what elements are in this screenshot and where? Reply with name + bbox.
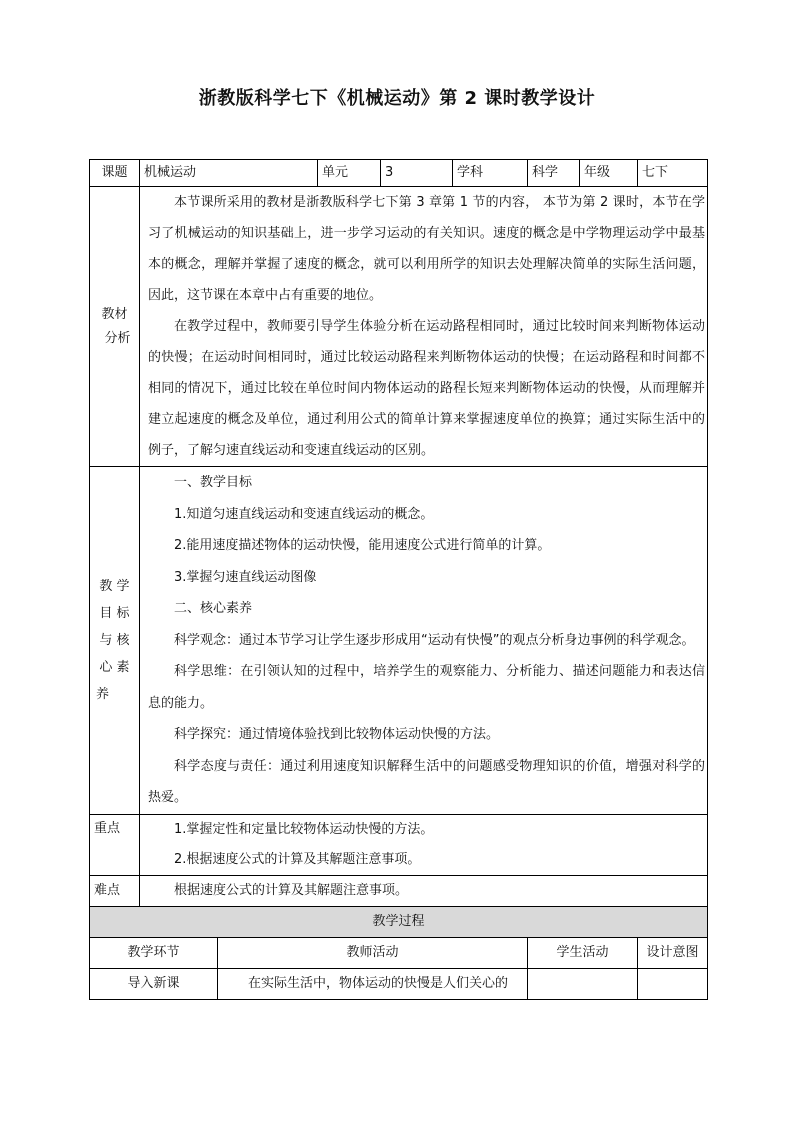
document-title: 浙教版科学七下《机械运动》第 2 课时教学设计 xyxy=(198,88,596,109)
topic-key: 课题 xyxy=(90,160,140,187)
process-header-row xyxy=(90,937,708,968)
process-col-intent: 设计意图 xyxy=(638,937,708,968)
process-title: 教学过程 xyxy=(90,906,708,937)
goals-label xyxy=(90,467,140,815)
difficulty-row xyxy=(90,875,708,906)
goals-row xyxy=(90,467,708,815)
lesson-plan-table xyxy=(89,159,708,1000)
literacy-item-2: 科学思维：在引领认知的过程中，培养学生的观察能力、分析能力、描述问题能力和表达信息的能力。 xyxy=(148,664,706,711)
process-col-student: 学生活动 xyxy=(528,937,638,968)
analysis-paragraph-1: 本节课所采用的教材是浙教版科学七下第 3 章第 1 节的内容， 本节为第 2 课时，本节在学习了机械运动的知识基础上，进一步学习运动的有关知识。速度的概念是中学物理运动学中最基本的概念，理解并掌握了速度的概念，就可以利用所学的知识去处理解决简单的实际生活问题，因此，这节课在本章中占有重要的地位。 xyxy=(148,195,706,303)
process-stage-1: 导入新课 xyxy=(90,968,218,999)
process-student-1 xyxy=(528,968,638,999)
topic-value: 机械运动 xyxy=(140,160,318,187)
analysis-paragraph-2: 在教学过程中，教师要引导学生体验分析在运动路程相同时，通过比较时间来判断物体运动的快慢；在运动时间相同时，通过比较运动路程来判断物体运动的快慢；在运动路程和时间都不相同的情况下，通过比较在单位时间内物体运动的路程长短来判断物体运动的快慢，从而理解并建立起速度的概念及单位，通过利用公式的简单计算来掌握速度单位的换算；通过实际生活中的例子，了解匀速直线运动和变速直线运动的区别。 xyxy=(148,319,706,458)
goals-heading-2: 二、核心素养 xyxy=(174,601,253,616)
key-points-row xyxy=(90,814,708,875)
grade-key: 年级 xyxy=(580,160,638,187)
goals-label-line4: 心 素 xyxy=(99,659,130,675)
goals-label-line2: 目 标 xyxy=(99,605,130,621)
goals-heading-1: 一、教学目标 xyxy=(174,475,253,490)
key-point-2: 2.根据速度公式的计算及其解题注意事项。 xyxy=(174,851,421,867)
analysis-label-line2: 分析 xyxy=(104,330,131,346)
goals-label-line1: 教 学 xyxy=(99,578,130,594)
analysis-label xyxy=(90,187,140,467)
process-intent-1 xyxy=(638,968,708,999)
literacy-item-1: 科学观念：通过本节学习让学生逐步形成用“运动有快慢”的观点分析身边事例的科学观念。 xyxy=(174,632,695,648)
key-points-label: 重点 xyxy=(90,814,140,875)
unit-value: 3 xyxy=(381,160,453,187)
key-point-1: 1.掌握定性和定量比较物体运动快慢的方法。 xyxy=(174,821,434,837)
process-row-1 xyxy=(90,968,708,999)
goals-label-line5: 养 xyxy=(96,686,110,702)
analysis-row xyxy=(90,187,708,467)
goal-item-2: 2.能用速度描述物体的运动快慢，能用速度公式进行简单的计算。 xyxy=(174,538,551,553)
analysis-content xyxy=(140,187,708,467)
literacy-item-4: 科学态度与责任：通过利用速度知识解释生活中的问题感受物理知识的价值，增强对科学的热爱。 xyxy=(148,758,706,805)
subject-value: 科学 xyxy=(528,160,580,187)
goal-item-1: 1.知道匀速直线运动和变速直线运动的概念。 xyxy=(174,506,434,522)
goals-label-line3: 与 核 xyxy=(99,632,130,648)
difficulty-label: 难点 xyxy=(90,875,140,906)
process-col-stage: 教学环节 xyxy=(90,937,218,968)
goal-item-3: 3.掌握匀速直线运动图像 xyxy=(174,569,317,585)
grade-value: 七下 xyxy=(638,160,708,187)
header-row xyxy=(90,160,708,187)
process-col-teacher: 教师活动 xyxy=(218,937,528,968)
analysis-label-line1: 教材 xyxy=(101,306,128,322)
key-points-content xyxy=(140,814,708,875)
difficulty-point-1: 根据速度公式的计算及其解题注意事项。 xyxy=(174,882,409,898)
process-title-row xyxy=(90,906,708,937)
goals-content xyxy=(140,467,708,815)
process-teacher-1: 在实际生活中，物体运动的快慢是人们关心的 xyxy=(218,968,528,999)
subject-key: 学科 xyxy=(453,160,528,187)
unit-key: 单元 xyxy=(318,160,381,187)
literacy-item-3: 科学探究：通过情境体验找到比较物体运动快慢的方法。 xyxy=(174,727,500,742)
difficulty-content xyxy=(140,875,708,906)
